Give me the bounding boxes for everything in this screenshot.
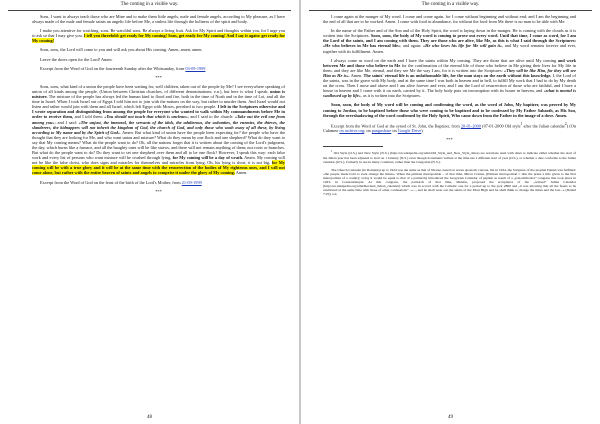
paragraph: [32, 14, 285, 24]
text: ; and again:: [400, 43, 423, 49]
bold-quote: «what is mortal is swallowed up by life»: [323, 88, 577, 99]
bold-text: union is mixture.: [32, 88, 285, 100]
footnote-rule: [323, 146, 383, 147]
bold-text: I left in the Scriptures otherwise and I wrote separation and distinguishing from among the people for everyone who wanted to walk within My commandments before Me in order to receive them,: [32, 104, 286, 120]
text: after the Julian calendar: [522, 123, 565, 129]
text: Sons, I want to always teach those who are Mine and to make them little angels, male and female angels, according to My pleasure, as I have always made of the male and female saints an angelic life before Me, a sinless life through the holiness of the spirit and body.: [32, 14, 285, 25]
page-number: 48: [147, 415, 152, 420]
text: Leave the doors open for the Lord! Amen.: [40, 56, 113, 62]
text: and I told them:: [73, 114, 105, 120]
bold-text: Soon, soon, the body of My word is coming to prove out every word. Until that time, I come as word, for I am the Lord of the saints, and I am coming with them. They are those who are alive, like Me, as this is what I said through the Scriptures: «He who believes in Me has eternal life»: [323, 33, 576, 49]
bold-quote: «He who loves his life for Me will gain it»: [423, 43, 503, 49]
text: Excerpt from the Word of God at the synod of St. John, the Baptizer, from: [331, 123, 461, 129]
section-separator: ***: [446, 137, 453, 143]
page-body: [32, 14, 285, 198]
bold-text: Soon, soon, the body of My word will be coming and confirming the word, as the word of John, My baptizer, was proved by My coming to Jordan, to be baptized before those who were coming to be baptized and to be confessed by My Father Sabaoth, as His Son, through the overshadowing of the word confirmed by the Holy Spirit, Who came down from the Father in the image of a dove. Amen.: [323, 102, 576, 118]
header-rule: [8, 10, 291, 11]
paragraph: [323, 122, 576, 134]
text: (07-01-2000 Old style: [480, 123, 521, 129]
text: Excerpt from the Word of God on the fourteenth Sunday after the Whitsunday, from: [40, 65, 186, 71]
footnote: [323, 149, 576, 163]
paragraph: [323, 102, 576, 117]
text: ; and I said:: [54, 119, 79, 125]
footnote-number: 1: [331, 149, 333, 154]
text: I come again at the manger of My word. I come and come again, for I come without beginning and without end; and I am the beginning and the end of all that are to be worked. Amen. I come with food in abundance, for without the food from Me there is no man to be able with Me.: [323, 14, 576, 25]
section-separator: ***: [155, 74, 162, 80]
bold-quote: «Take out the evil one from among you»: [32, 114, 286, 125]
date-link[interactable]: 21-09-1999: [181, 179, 202, 185]
text: Amen.: [234, 170, 248, 176]
paragraph: [32, 180, 285, 185]
text: . Amen. But what kind of union have the people been expecting for? the people who have the thought that they are looking for Me, and who want union and mixture? What do they mean by one flock and one shepherd? What do they want to say that My coming means? What do the people want to do? Oh, all the nations forget that it is written about the coming of the Lord's judgment, the day, which burns like a furnace, and all the haughty ones will be like straws, and there will not remain anything of them; nor roots or branches. But what do the people want to do? Do they want to set one shepherd over them and all to be one flock? However, I speak this way: each false work and every list of persons who want mixture will be crushed through lying,: [32, 129, 285, 161]
text: ; and I said to the church:: [187, 114, 235, 120]
text: Sons, sons, the Lord will come to you and will ask you about His coming. Amen, amen, amen.: [40, 47, 203, 53]
text: I, the Lord of the saints, was in the grave with My body, and at the same time I was both in heaven and in hell, to fulfill My work that I had to do by My death on the cross. Then I arose and above and I am alive forever and ever, and I am the Lord of resurrection of those who are faithful, and I have a house in heaven and I come with it on earth, carried by it. The holy body puts on incorruption with its house in heaven, and: [323, 72, 576, 94]
footnote-ref[interactable]: 2: [564, 121, 567, 126]
bold-quote: «They will be like Him, for they will see Him as He is».: [323, 67, 576, 78]
text: ): [421, 128, 423, 134]
text: ) (On Calameo: [323, 123, 576, 134]
highlighted-text: for My coming will be with a true glory and it will be at the same time with the resurrection of the bodies of My righteous ones, and I will not come alone, but rather with the entire heaven of saints and angels to comprise it under the glory of My coming.: [32, 160, 285, 176]
paragraph: [323, 58, 576, 99]
highlighted-text: I tell you threefold: get ready for My coming! Sons, get ready for My coming! And I say it again: get ready for My coming!: [32, 33, 285, 44]
paragraph: [32, 57, 285, 62]
page-body: [323, 14, 576, 200]
text: Sons, sons, what kind of a union the people have been waiting for, well children, taken out of the people by Me? I see everywhere speaking of union of all kinds among the people. (Union between Christian churches, of different denominations; e.n.), but here is what I speak:: [32, 83, 285, 94]
bold-text: and work between Me and those who believe in Me: [323, 57, 576, 68]
text: , and My word remains forever and ever, together with its fulfillment. Amen.: [323, 43, 576, 54]
footnote: [323, 168, 576, 197]
text: ; on: [364, 128, 372, 134]
archive-link[interactable]: on archive.org: [339, 128, 365, 134]
bold-text: The saints' eternal life is an unfathomable life, for the man stays on the earth without this knowledge.: [363, 72, 552, 78]
bold-quote: «You should not touch that which is unclean»: [104, 114, 188, 120]
right-page: [301, 0, 600, 424]
text: I make you attentive for watching, sons. Be watchful sons. Be always a living fruit. Ask for My Spirit and thoughts within you, for I urge you to ask so that I may give you.: [32, 28, 285, 39]
date-link[interactable]: 20-01-2000: [460, 123, 481, 129]
text: I always come as word on the earth and I have the saints within My coming. They are those that are alive until My coming: [331, 57, 558, 63]
bold-quote: «The unjust, the immoral, the servants of the idols, the adulterous, the sodomites, the enemies, the thieves, the slanderers, the kidnappers will not inherit the kingdom of God, the church of God, and only those who wash away of all these, by living according to My name and by the Spirit of God»: [32, 119, 285, 135]
google-drive-link[interactable]: Google Drive: [397, 128, 422, 134]
running-head: The coming in a visible way.: [120, 2, 179, 7]
footnote-text: The Church Calendar (in Romania) up to 1924 was the same as that of Nicene, based on seven apostolic canons, but in 1924, the Scripture of the prophet Daniel was fulfilled: «the people made bold to even change the times». When the primate metropolitan – of that time, Miron Cristea, (Primate metropolitan = title the priest a title given to the first metropolitan of a country; today it would be equal to that of a patriarch) introduced the Gregorian Calendar of papism as result of a „pan-Orthodox” congress that took place in 1923, in Constantinople. At that congress, the patriarch of that time, Meletie, proposed the acceptance of the „revised” Julian Calendar (http://en.wikipedia.org/wiki/Revised_Julian_calendar) which was in accord with the Catholic one for a period up to the year 2800 and „it was allowing that all the feasts to be celebrated at the same time with those of other confessions” –»..., and he shall wear out the saints of the Most High and he shall think to change the times and the law...» (Daniel 7:25); e.n.: [323, 167, 576, 197]
paragraph: [32, 66, 285, 71]
page-number: 49: [448, 415, 453, 420]
left-page: [0, 0, 299, 424]
paragraph: [32, 47, 285, 52]
paragraph: [32, 84, 285, 176]
paragraph: [323, 14, 576, 24]
text: Excerpt from the Word of God on the feast of the birth of the Lord's Mother, from: [40, 179, 182, 185]
pangushare-link[interactable]: pangushare: [371, 128, 392, 134]
section-separator: ***: [155, 188, 162, 194]
header-rule: [309, 10, 592, 11]
date-link[interactable]: 03-09-1999: [185, 65, 206, 71]
text: , as it is written into the Scriptures.: [360, 93, 421, 99]
paragraph: [323, 28, 576, 53]
paragraph: [32, 28, 285, 43]
footnote-text: Old Style (O.S.) and New Style (N.S.) (http://en.wikipedia.org/wiki/Old_Style_and_New_Style_dates) are notations used with dates to indicate either whether the start of the Julian year has been adjusted to start on 1 January (N.S.) even though documents written at the time use a different start of year (O.S.), or whether a date conforms to the Julian calendar (O.S.), formerly in use in many countries, rather than the Gregorian (N.S.).: [323, 151, 576, 164]
footnote-ref[interactable]: 1: [520, 121, 523, 126]
text: In the name of the Father and of the Son and of the Holy Spirit, the word is laying down in the manger. He is coming with the clouds as it is written into the Scriptures.: [323, 28, 576, 39]
running-head: The coming in a visible way.: [421, 2, 480, 7]
text: Amen. My coming will not be like the false christ, who does signs and miracles for themselves and miracles from lying. Oh, his lying is short, it is not big,: [32, 155, 285, 166]
bold-text: for My coming will be a day of wrath.: [172, 155, 244, 161]
text: The mixture of the people has always led the human kind to flood and fire, both in the time of Noah and in the time of Lot, and all the time in Israel. When I took Israel out of Egypt I told him not to join with the nations on the way, but rather to murder them. And Israel would not listen and rather would join with them and all Israel, which left Egypt with Moses, perished to two people.: [32, 94, 285, 110]
text: for the confirmation of the eternal life of those who believe in Me giving their lives for My life in them, and they are like Me, eternal, and they see Me the way I am, for it is written into the Scriptures:: [323, 62, 576, 73]
text: Amen.: [349, 72, 364, 78]
text: on: [391, 128, 398, 134]
